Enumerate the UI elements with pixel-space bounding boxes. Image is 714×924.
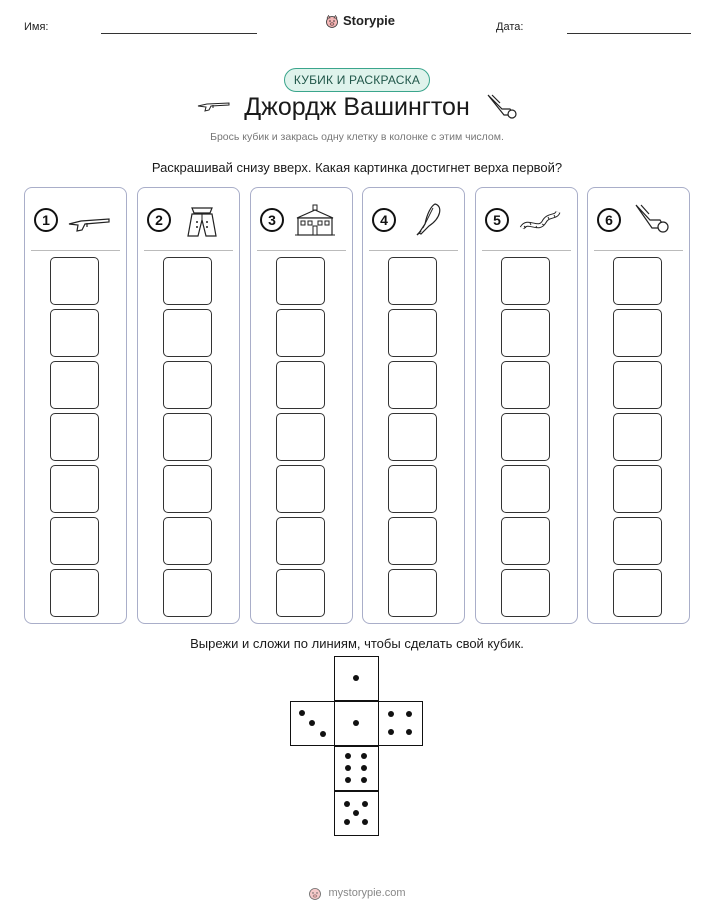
brand-name: Storypie	[343, 13, 396, 28]
name-line[interactable]	[101, 33, 257, 34]
column-number: 3	[260, 208, 284, 232]
cut-instruction: Вырежи и сложи по линиям, чтобы сделать свой кубик.	[190, 636, 524, 651]
column-4	[362, 187, 465, 624]
die-pip	[388, 711, 394, 717]
column-divider	[594, 250, 683, 251]
coloring-cell[interactable]	[163, 257, 212, 305]
coloring-instruction: Раскрашивай снизу вверх. Какая картинка достигнет верха первой?	[151, 160, 563, 175]
pig-footer-icon	[308, 886, 322, 900]
coloring-cell[interactable]	[163, 361, 212, 409]
die-pip	[345, 765, 351, 771]
die-face-4	[378, 701, 423, 746]
column-number: 2	[147, 208, 171, 232]
coloring-cell[interactable]	[276, 309, 325, 357]
coloring-cell[interactable]	[501, 569, 550, 617]
mount-vernon-house-icon	[293, 202, 337, 238]
column-header	[588, 188, 689, 250]
coloring-cell[interactable]	[276, 517, 325, 565]
die-face-5	[334, 791, 379, 836]
coloring-cell[interactable]	[50, 309, 99, 357]
column-number: 5	[485, 208, 509, 232]
coloring-cell[interactable]	[50, 517, 99, 565]
footer-url: mystorypie.com	[328, 887, 406, 899]
die-pip	[406, 711, 412, 717]
die-face-6	[334, 746, 379, 791]
coloring-cell[interactable]	[50, 413, 99, 461]
die-pip	[353, 720, 359, 726]
die-pip	[345, 753, 351, 759]
coloring-cell[interactable]	[163, 413, 212, 461]
die-pip	[344, 819, 350, 825]
plow-title-icon	[484, 93, 518, 121]
date-line[interactable]	[567, 33, 691, 34]
coloring-cell[interactable]	[613, 361, 662, 409]
coloring-cell[interactable]	[388, 517, 437, 565]
coloring-cell[interactable]	[388, 309, 437, 357]
die-pip	[353, 810, 359, 816]
quill-pen-icon	[405, 202, 449, 238]
die-pip	[361, 753, 367, 759]
coloring-cell[interactable]	[388, 257, 437, 305]
coloring-cell[interactable]	[276, 569, 325, 617]
die-pip	[361, 765, 367, 771]
coloring-cell[interactable]	[501, 413, 550, 461]
coloring-cell[interactable]	[613, 309, 662, 357]
coloring-cell[interactable]	[276, 361, 325, 409]
coloring-cell[interactable]	[613, 413, 662, 461]
die-pip	[353, 675, 359, 681]
column-divider	[144, 250, 233, 251]
coloring-cell[interactable]	[613, 569, 662, 617]
name-label: Имя:	[24, 21, 49, 33]
die-pip	[362, 801, 368, 807]
coloring-cell[interactable]	[163, 569, 212, 617]
column-header	[138, 188, 239, 250]
column-divider	[31, 250, 120, 251]
date-label: Дата:	[496, 21, 524, 33]
column-6	[587, 187, 690, 624]
coloring-cell[interactable]	[388, 413, 437, 461]
die-pip	[299, 710, 305, 716]
column-3	[250, 187, 353, 624]
die-pip	[344, 801, 350, 807]
die-pip	[320, 731, 326, 737]
die-pip	[362, 819, 368, 825]
column-2	[137, 187, 240, 624]
measuring-tape-icon	[518, 202, 562, 238]
column-divider	[257, 250, 346, 251]
die-pip	[361, 777, 367, 783]
column-header	[251, 188, 352, 250]
coloring-cell[interactable]	[501, 257, 550, 305]
activity-badge: КУБИК И РАСКРАСКА	[284, 68, 430, 92]
musket-icon	[67, 202, 111, 238]
column-5	[475, 187, 578, 624]
coloring-cell[interactable]	[388, 465, 437, 513]
column-header	[476, 188, 577, 250]
coloring-cell[interactable]	[388, 361, 437, 409]
coloring-cell[interactable]	[501, 517, 550, 565]
coloring-cell[interactable]	[163, 309, 212, 357]
coloring-cell[interactable]	[388, 569, 437, 617]
die-pip	[345, 777, 351, 783]
column-header	[25, 188, 126, 250]
coloring-cell[interactable]	[276, 465, 325, 513]
column-header	[363, 188, 464, 250]
column-number: 4	[372, 208, 396, 232]
coloring-cell[interactable]	[613, 257, 662, 305]
column-divider	[369, 250, 458, 251]
footer	[0, 886, 714, 900]
pig-logo-icon	[325, 14, 339, 28]
die-pip	[388, 729, 394, 735]
die-face-3	[290, 701, 335, 746]
coloring-cell[interactable]	[50, 257, 99, 305]
die-pip	[309, 720, 315, 726]
subtitle: Брось кубик и закрась одну клетку в колонке с этим числом.	[210, 131, 504, 143]
brand-logo	[325, 13, 395, 28]
die-face-1	[334, 656, 379, 701]
colonial-coat-icon	[180, 202, 224, 238]
coloring-cell[interactable]	[276, 413, 325, 461]
coloring-cell[interactable]	[50, 465, 99, 513]
coloring-cell[interactable]	[613, 465, 662, 513]
die-pip	[406, 729, 412, 735]
column-number: 6	[597, 208, 621, 232]
coloring-cell[interactable]	[501, 361, 550, 409]
page-title: Джордж Вашингтон	[244, 93, 470, 121]
coloring-cell[interactable]	[501, 465, 550, 513]
coloring-cell[interactable]	[613, 517, 662, 565]
die-face-1	[334, 701, 379, 746]
coloring-cell[interactable]	[163, 465, 212, 513]
column-1	[24, 187, 127, 624]
coloring-cell[interactable]	[276, 257, 325, 305]
coloring-cell[interactable]	[501, 309, 550, 357]
column-number: 1	[34, 208, 58, 232]
coloring-cell[interactable]	[163, 517, 212, 565]
coloring-cell[interactable]	[50, 569, 99, 617]
coloring-cell[interactable]	[50, 361, 99, 409]
plow-icon	[630, 202, 674, 238]
column-divider	[482, 250, 571, 251]
